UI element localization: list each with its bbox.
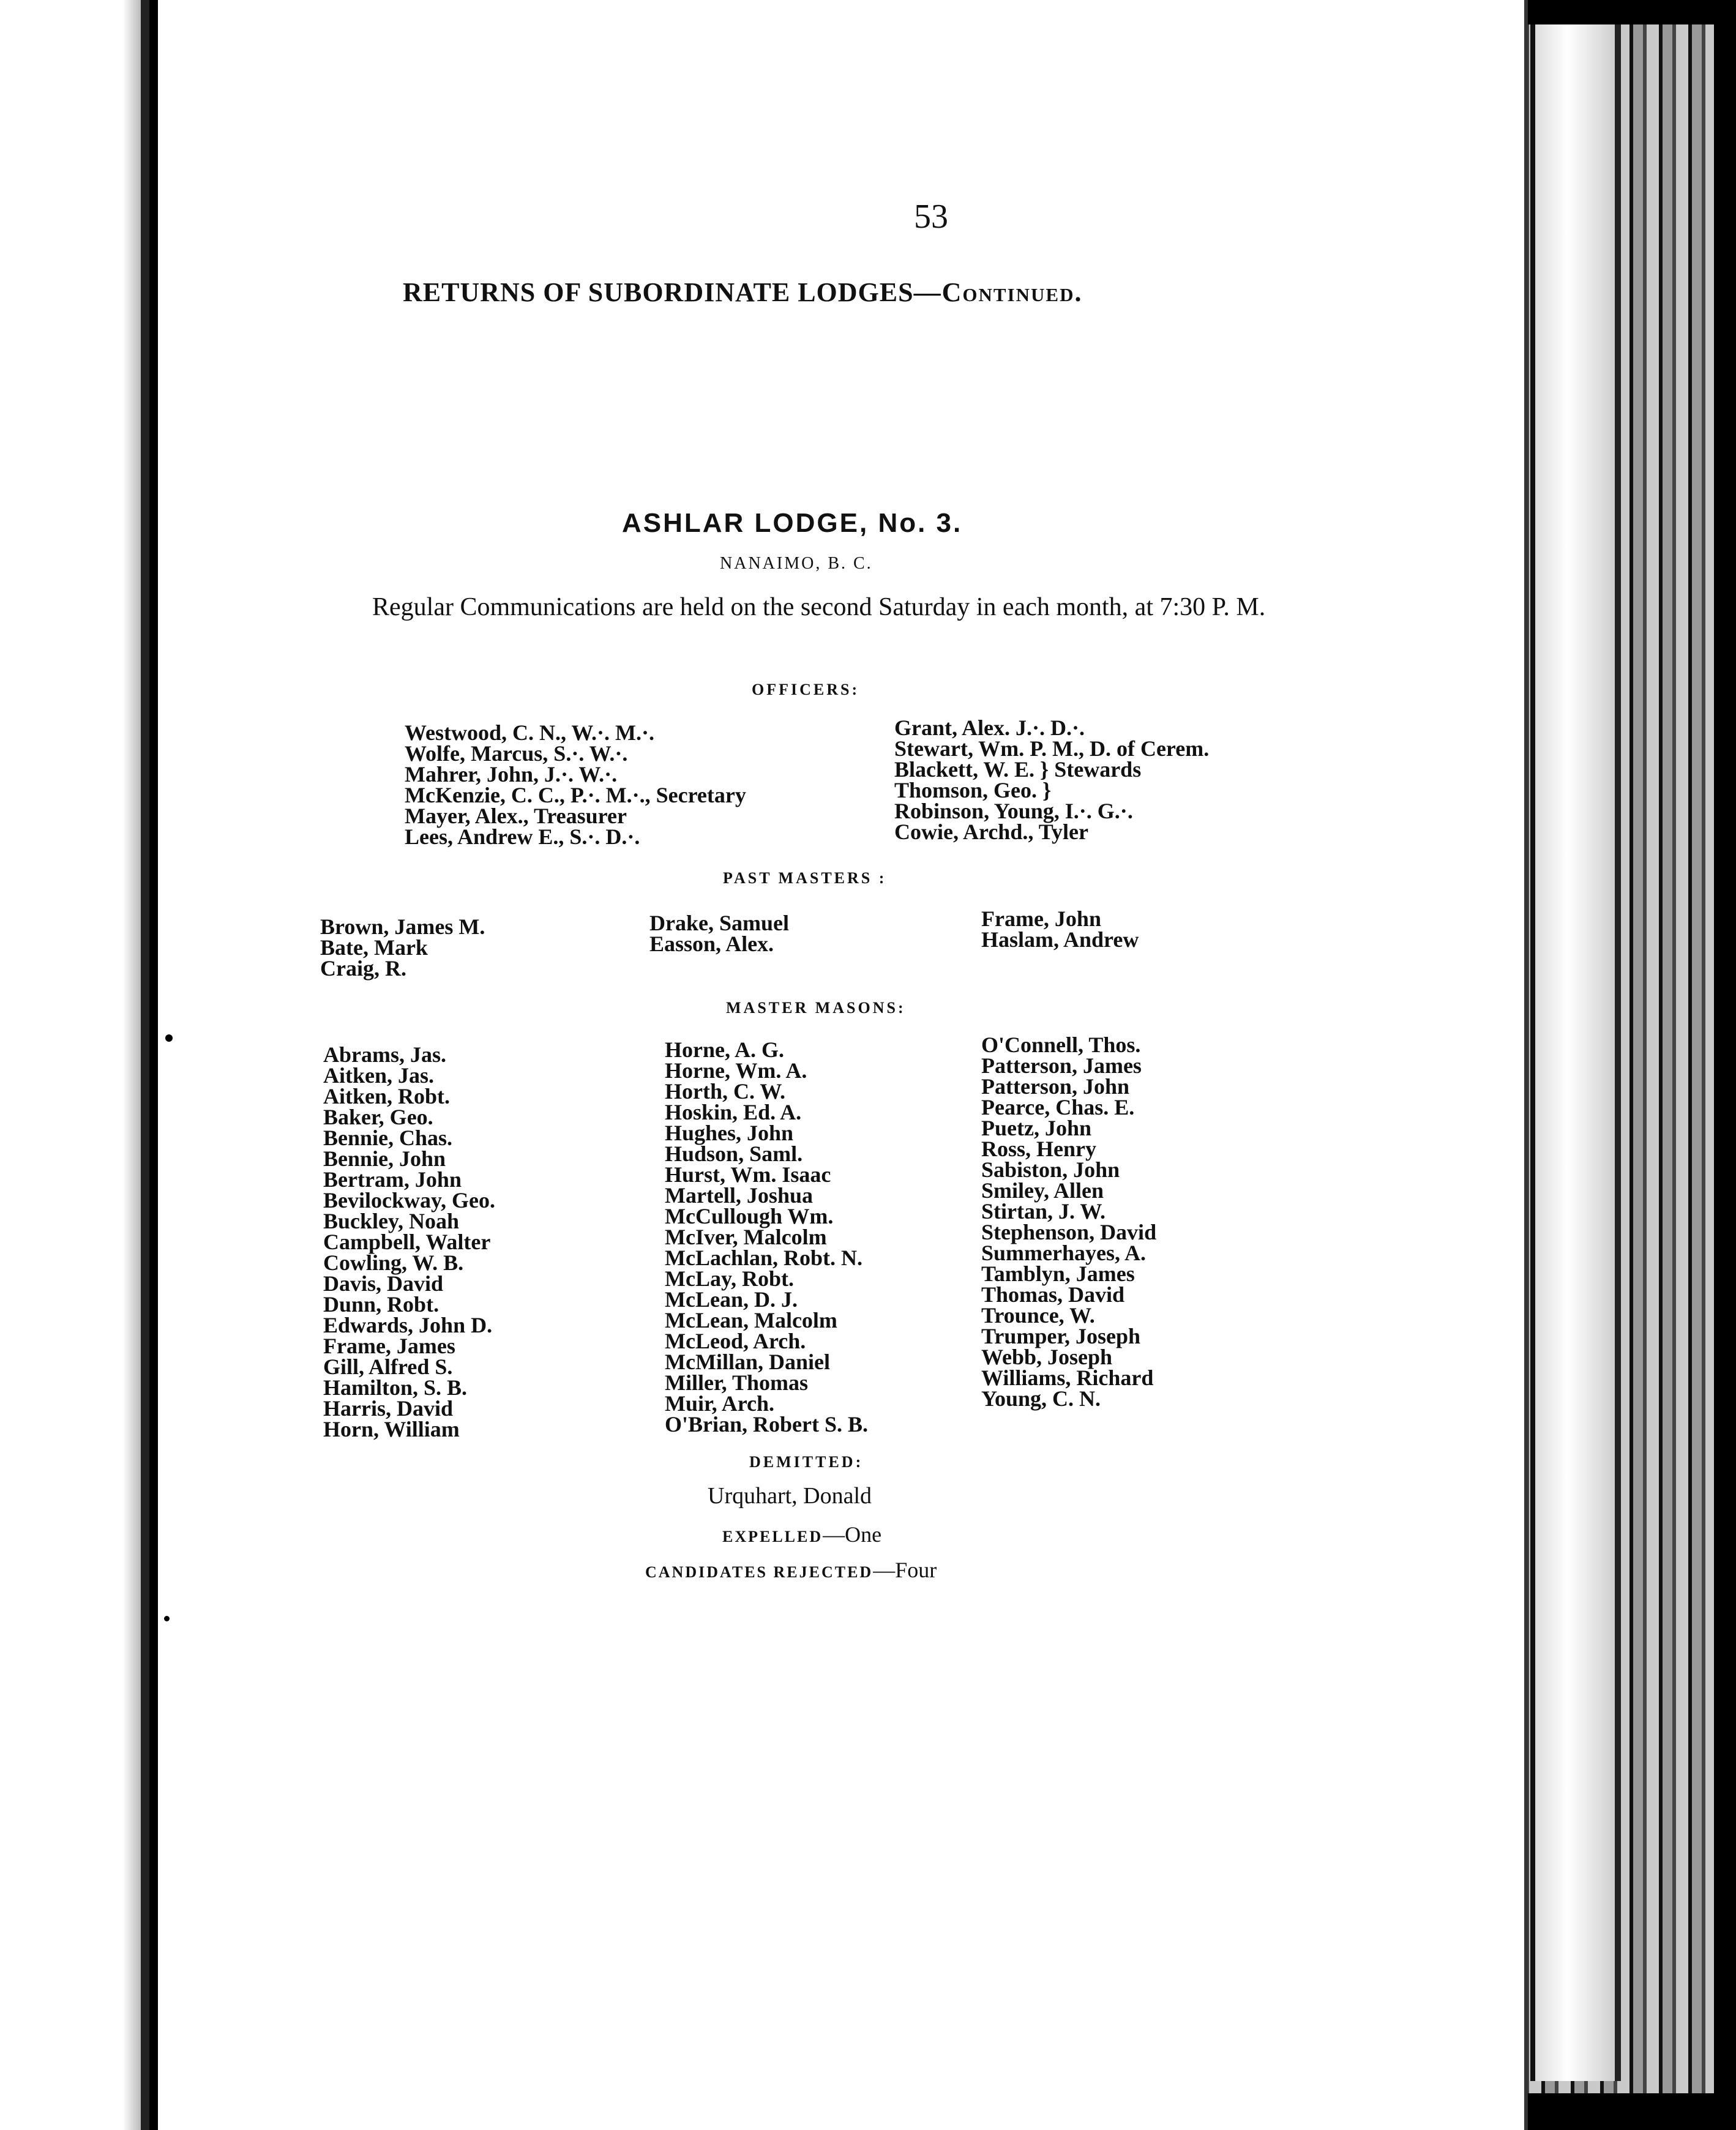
list-item: Dunn, Robt. (323, 1292, 440, 1317)
list-item: Horn, William (323, 1417, 460, 1441)
lodge-intro: Regular Communications are held on the second Saturday in each month, at 7:30 P. M. (372, 593, 1266, 621)
list-item: Robinson, Young, I.·. G.·. (894, 799, 1133, 823)
list-item: McLean, D. J. (665, 1287, 798, 1312)
list-item: McIver, Malcolm (665, 1225, 827, 1249)
list-item: Brown, James M. (320, 914, 485, 939)
list-item: Sabiston, John (981, 1157, 1120, 1182)
past-masters-column-2 (649, 913, 789, 954)
ink-speck (164, 1616, 170, 1621)
list-item: Drake, Samuel (649, 911, 789, 935)
list-item: Bevilockway, Geo. (323, 1188, 495, 1213)
list-item: Craig, R. (320, 956, 406, 981)
list-item: Gill, Alfred S. (323, 1355, 453, 1379)
list-item: Webb, Joseph (981, 1345, 1113, 1369)
ink-speck (165, 1034, 173, 1042)
list-item: Stephenson, David (981, 1220, 1157, 1244)
running-head-main: RETURNS OF SUBORDINATE LODGES (403, 277, 914, 307)
list-item: McCullough Wm. (665, 1204, 834, 1228)
master-masons-column-1 (323, 1044, 495, 1440)
page-number: 53 (914, 198, 948, 236)
list-item: Mayer, Alex., Treasurer (405, 804, 627, 828)
list-item: Miller, Thomas (665, 1370, 809, 1395)
list-item: Williams, Richard (981, 1366, 1154, 1390)
list-item: Abrams, Jas. (323, 1042, 447, 1067)
list-item: Ross, Henry (981, 1137, 1096, 1161)
list-item: Summerhayes, A. (981, 1241, 1146, 1265)
list-item: Hamilton, S. B. (323, 1375, 468, 1400)
list-item: McKenzie, C. C., P.·. M.·., Secretary (405, 783, 746, 807)
past-masters-column-1 (320, 916, 485, 979)
list-item: Frame, John (981, 906, 1101, 931)
list-item: Puetz, John (981, 1116, 1091, 1140)
list-item: Buckley, Noah (323, 1209, 460, 1233)
list-item: Thomson, Geo. } (894, 778, 1052, 802)
list-item: Bertram, John (323, 1167, 462, 1192)
list-item: Young, C. N. (981, 1386, 1101, 1411)
list-item: Cowie, Archd., Tyler (894, 820, 1088, 844)
list-item: Stirtan, J. W. (981, 1199, 1106, 1224)
expelled-label: EXPELLED (722, 1528, 823, 1545)
list-item: Wolfe, Marcus, S.·. W.·. (405, 741, 628, 766)
list-item: Trumper, Joseph (981, 1324, 1141, 1348)
officers-right-column (894, 717, 1209, 842)
list-item: Bate, Mark (320, 935, 428, 960)
master-masons-column-3 (981, 1034, 1156, 1409)
list-item: Haslam, Andrew (981, 927, 1139, 952)
list-item: Muir, Arch. (665, 1391, 775, 1416)
list-item: Horth, C. W. (665, 1079, 786, 1104)
facing-page-edge (0, 0, 149, 2130)
list-item: Hurst, Wm. Isaac (665, 1162, 831, 1187)
book-page (158, 0, 1528, 2130)
list-item: Pearce, Chas. E. (981, 1095, 1135, 1119)
list-item: Cowling, W. B. (323, 1250, 464, 1275)
list-item: Horne, Wm. A. (665, 1058, 807, 1083)
demitted-heading: DEMITTED: (749, 1453, 864, 1471)
list-item: Stewart, Wm. P. M., D. of Cerem. (894, 736, 1210, 761)
list-item: Bennie, John (323, 1146, 446, 1171)
list-item: Davis, David (323, 1271, 444, 1296)
list-item: Bennie, Chas. (323, 1126, 453, 1150)
running-head (403, 277, 1082, 308)
rejected-label: CANDIDATES REJECTED (645, 1563, 874, 1581)
running-head-continued: —Continued. (913, 277, 1083, 307)
list-item: Edwards, John D. (323, 1313, 493, 1337)
list-item: O'Connell, Thos. (981, 1033, 1141, 1057)
past-masters-column-3 (981, 908, 1139, 950)
rejected-value: —Four (873, 1558, 937, 1582)
list-item: Hoskin, Ed. A. (665, 1100, 802, 1124)
list-item: Aitken, Jas. (323, 1063, 435, 1088)
lodge-location: NANAIMO, B. C. (720, 554, 873, 573)
expelled-value: —One (823, 1522, 882, 1547)
list-item: McMillan, Daniel (665, 1350, 830, 1374)
list-item: Hudson, Saml. (665, 1142, 803, 1166)
list-item: McLay, Robt. (665, 1266, 794, 1291)
list-item: Martell, Joshua (665, 1183, 813, 1208)
list-item: Campbell, Walter (323, 1230, 491, 1254)
list-item: Lees, Andrew E., S.·. D.·. (405, 824, 640, 849)
book-edge-strip (1530, 24, 1621, 2081)
list-item: McLachlan, Robt. N. (665, 1246, 862, 1270)
list-item: Hughes, John (665, 1121, 794, 1145)
list-item: Tamblyn, James (981, 1261, 1135, 1286)
list-item: Westwood, C. N., W.·. M.·. (405, 720, 655, 745)
list-item: Mahrer, John, J.·. W.·. (405, 762, 618, 787)
list-item: Trounce, W. (981, 1303, 1095, 1328)
list-item: Smiley, Allen (981, 1178, 1104, 1203)
list-item: Patterson, John (981, 1074, 1129, 1099)
list-item: McLeod, Arch. (665, 1329, 806, 1353)
demitted-name: Urquhart, Donald (708, 1483, 872, 1509)
officers-heading: OFFICERS: (752, 681, 860, 698)
list-item: Grant, Alex. J.·. D.·. (894, 716, 1085, 740)
list-item: Harris, David (323, 1396, 453, 1421)
expelled-line (722, 1522, 881, 1547)
past-masters-heading: PAST MASTERS : (723, 869, 887, 887)
list-item: Baker, Geo. (323, 1105, 433, 1129)
list-item: Patterson, James (981, 1053, 1142, 1078)
master-masons-heading: MASTER MASONS: (726, 999, 906, 1017)
officers-left-column (405, 722, 746, 847)
master-masons-column-2 (665, 1039, 868, 1435)
list-item: O'Brian, Robert S. B. (665, 1412, 869, 1437)
rejected-line (645, 1557, 937, 1583)
list-item: Frame, James (323, 1334, 455, 1358)
lodge-title: ASHLAR LODGE, No. 3. (622, 508, 963, 538)
list-item: Thomas, David (981, 1282, 1125, 1307)
list-item: Easson, Alex. (649, 932, 774, 956)
list-item: McLean, Malcolm (665, 1308, 837, 1332)
list-item: Horne, A. G. (665, 1037, 784, 1062)
list-item: Aitken, Robt. (323, 1084, 451, 1108)
list-item: Blackett, W. E. } Stewards (894, 757, 1142, 782)
